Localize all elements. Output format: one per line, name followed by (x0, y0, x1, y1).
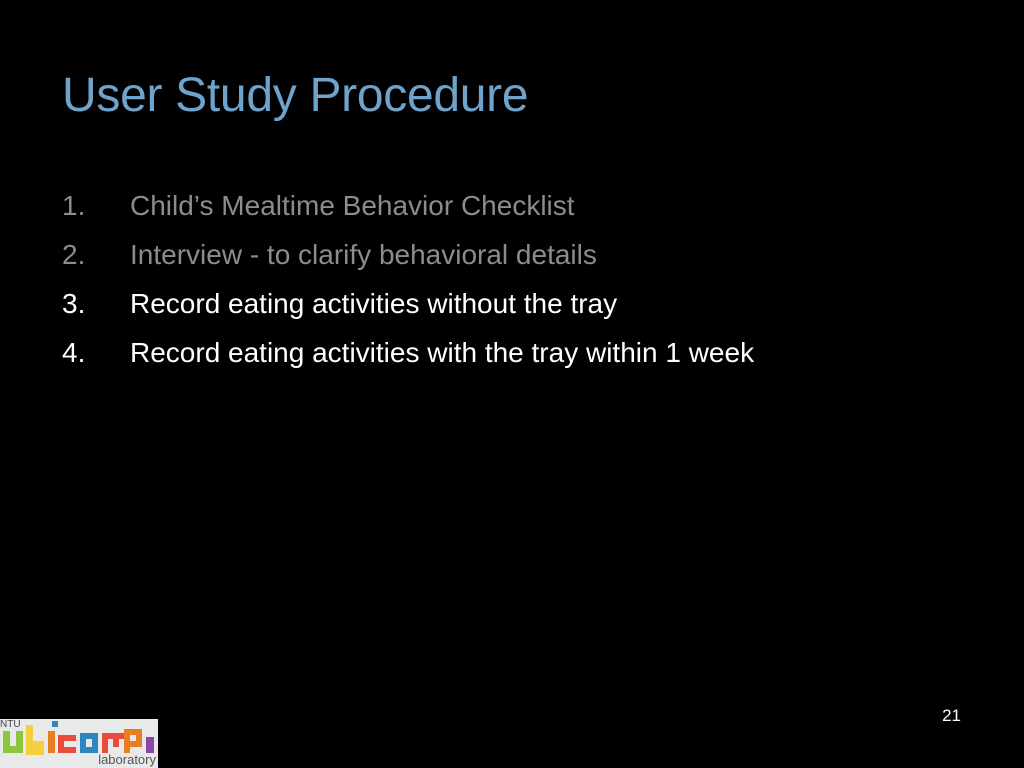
page-number: 21 (942, 706, 961, 725)
lab-logo (0, 719, 158, 768)
item-text: Interview - to clarify behavioral details (130, 239, 597, 270)
item-text: Record eating activities with the tray within 1 week (130, 337, 755, 368)
slide-title: User Study Procedure (62, 69, 529, 122)
item-number: 3. (62, 288, 86, 319)
item-text: Child’s Mealtime Behavior Checklist (130, 190, 575, 221)
logo-org-text: NTU (0, 719, 21, 730)
item-number: 2. (62, 239, 86, 270)
logo-word-text: laboratory (98, 752, 156, 767)
item-text: Record eating activities without the tray (130, 288, 618, 319)
item-number: 1. (62, 190, 86, 221)
item-number: 4. (62, 337, 86, 368)
